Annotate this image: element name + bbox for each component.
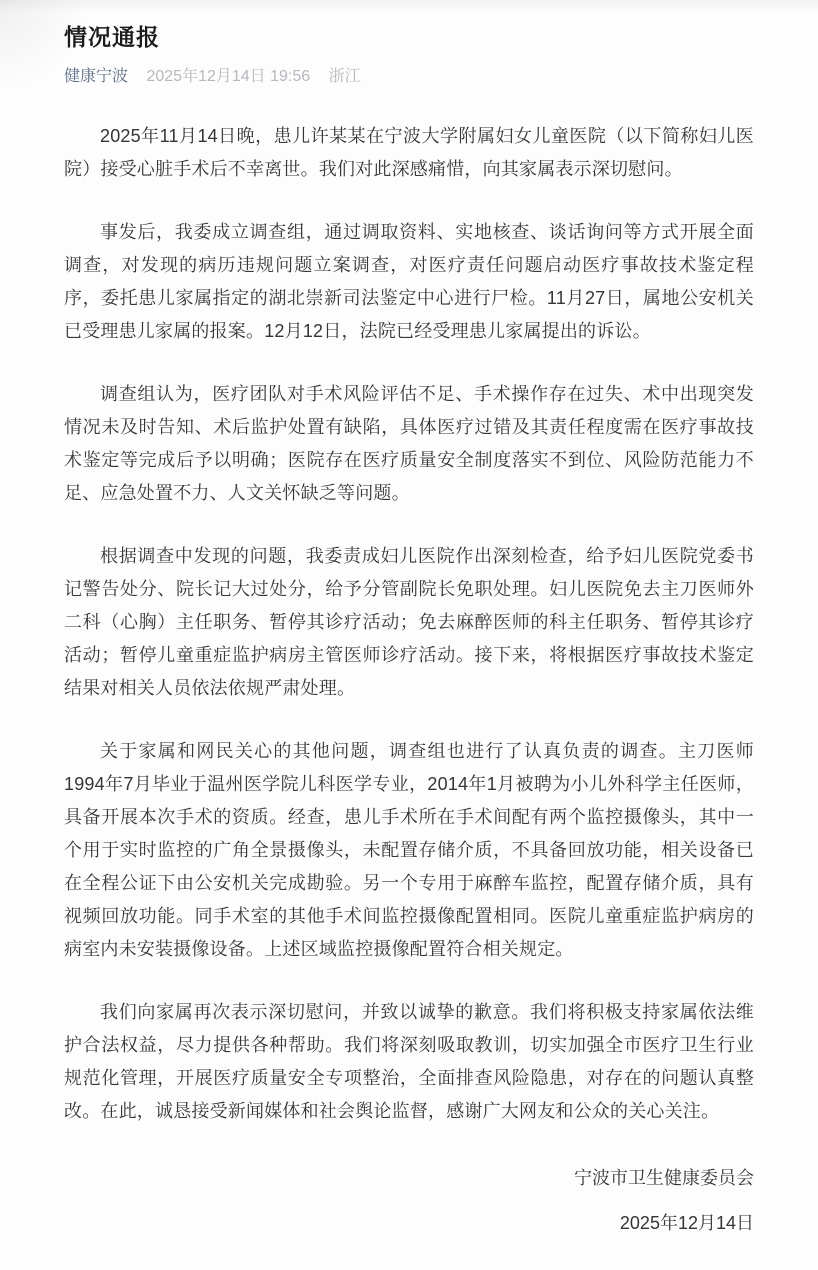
notice-paragraph-2: 事发后，我委成立调查组，通过调取资料、实地核查、谈话询问等方式开展全面调查，对发现的病历违规问题立案调查，对医疗责任问题启动医疗事故技术鉴定程序，委托患儿家属指定的湖北崇新司法鉴定中心进行尸检。11月27日，属地公安机关已受理患儿家属的报案。12月12日，法院已经受理患儿家属提出的诉讼。 xyxy=(64,222,754,341)
signature-issuer: 宁波市卫生健康委员会 xyxy=(574,1168,754,1188)
byline xyxy=(64,66,754,88)
account-name-link[interactable]: 健康宁波 xyxy=(64,68,129,85)
signature-block xyxy=(64,1162,754,1240)
notice-paragraph-1: 2025年11月14日晚，患儿许某某在宁波大学附属妇女儿童医院（以下简称妇儿医院）接受心脏手术后不幸离世。我们对此深感痛惜，向其家属表示深切慰问。 xyxy=(64,126,754,179)
notice-paragraph-3: 调查组认为，医疗团队对手术风险评估不足、手术操作存在过失、术中出现突发情况未及时告知、术后监护处置有缺陷，具体医疗过错及其责任程度需在医疗事故技术鉴定等完成后予以明确；医院存在医疗质量安全制度落实不到位、风险防范能力不足、应急处置不力、人文关怀缺乏等问题。 xyxy=(64,384,754,503)
notice-paragraph-4: 根据调查中发现的问题，我委责成妇儿医院作出深刻检查，给予妇儿医院党委书记警告处分、院长记大过处分，给予分管副院长免职处理。妇儿医院免去主刀医师外二科（心胸）主任职务、暂停其诊疗活动；免去麻醉医师的科主任职务、暂停其诊疗活动；暂停儿童重症监护病房主管医师诊疗活动。接下来，将根据医疗事故技术鉴定结果对相关人员依法依规严肃处理。 xyxy=(64,546,754,698)
notice-paragraph-5: 关于家属和网民关心的其他问题，调查组也进行了认真负责的调查。主刀医师1994年7月毕业于温州医学院儿科医学专业，2014年1月被聘为小儿外科学主任医师，具备开展本次手术的资质。经查，患儿手术所在手术间配有两个监控摄像头，其中一个用于实时监控的广角全景摄像头，未配置存储介质，不具备回放功能，相关设备已在全程公证下由公安机关完成勘验。另一个专用于麻醉车监控，配置存储介质，具有视频回放功能。同手术室的其他手术间监控摄像配置相同。医院儿童重症监护病房的病室内未安装摄像设备。上述区域监控摄像配置符合相关规定。 xyxy=(64,741,754,959)
page-title: 情况通报 xyxy=(64,24,160,50)
notice-body xyxy=(64,120,754,1128)
notice-paragraph-6: 我们向家属再次表示深切慰问，并致以诚挚的歉意。我们将积极支持家属依法维护合法权益，尽力提供各种帮助。我们将深刻吸取教训，切实加强全市医疗卫生行业规范化管理，开展医疗质量安全专项整治，全面排查风险隐患，对存在的问题认真整改。在此，诚恳接受新闻媒体和社会舆论监督，感谢广大网友和公众的关心关注。 xyxy=(64,1002,754,1121)
signature-date: 2025年12月14日 xyxy=(619,1213,754,1233)
publish-datetime: 2025年12月14日 19:56 xyxy=(146,68,311,85)
publish-location: 浙江 xyxy=(328,68,361,85)
